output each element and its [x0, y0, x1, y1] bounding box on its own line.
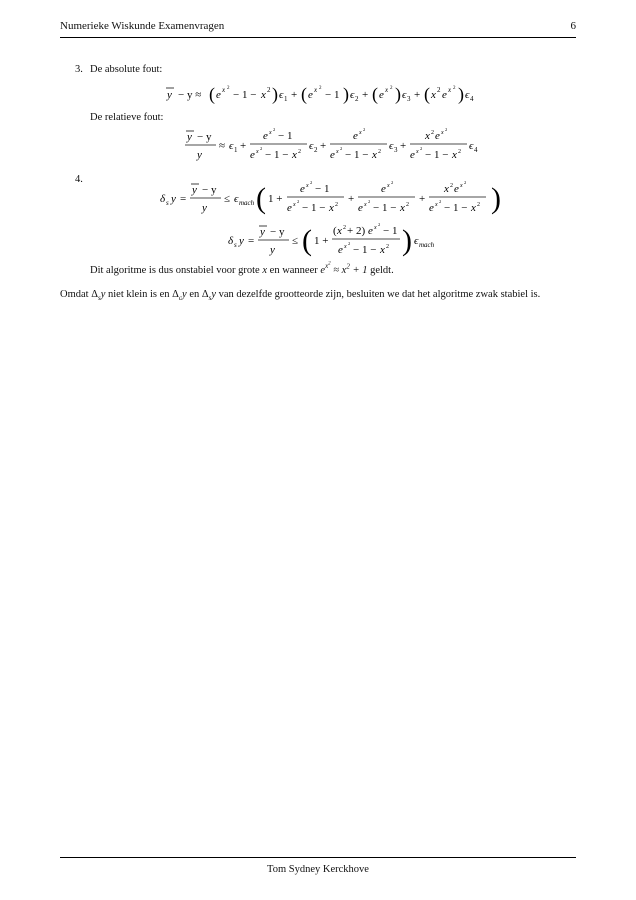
svg-text:x: x	[400, 202, 405, 214]
svg-text:2: 2	[386, 244, 389, 250]
svg-text:2: 2	[297, 199, 300, 204]
conclusion-prefix: Dit algoritme is dus onstabiel voor grote	[90, 264, 260, 276]
svg-text:(: (	[333, 225, 337, 237]
svg-text:y: y	[187, 131, 192, 143]
svg-text:e: e	[330, 149, 335, 161]
svg-text:− y: − y	[202, 184, 217, 196]
svg-text:+ 2): + 2)	[347, 225, 366, 237]
svg-text:x: x	[337, 225, 342, 237]
svg-text:ϵ: ϵ	[414, 235, 419, 247]
svg-text:x: x	[441, 130, 444, 136]
svg-text:y: y	[270, 244, 275, 256]
svg-text:− 1: − 1	[278, 130, 293, 142]
svg-text:mach: mach	[419, 241, 435, 249]
conclusion-suffix: geldt.	[370, 264, 394, 276]
svg-text:e: e	[379, 89, 384, 101]
svg-text:ϵ: ϵ	[350, 89, 355, 101]
svg-text:2: 2	[450, 183, 453, 189]
svg-text:x: x	[293, 202, 296, 208]
svg-text:2: 2	[378, 149, 381, 155]
closing-line1-rest: niet klein is en Δ	[108, 289, 179, 300]
svg-text:e: e	[358, 202, 363, 214]
svg-text:y: y	[192, 184, 197, 196]
page-footer	[60, 857, 576, 875]
svg-text:x: x	[374, 225, 377, 231]
svg-text:3: 3	[394, 146, 398, 154]
svg-text:+: +	[291, 89, 298, 101]
absolute-error-formula	[165, 80, 495, 108]
svg-text:e: e	[368, 225, 373, 237]
svg-text:+: +	[400, 140, 407, 152]
condition-formula: $e^{x^2} \approx x^2 + 1$	[320, 262, 368, 276]
svg-text:− 1 −: − 1 −	[345, 149, 369, 161]
instability-conclusion	[90, 262, 394, 276]
svg-text:ϵ: ϵ	[465, 89, 470, 101]
svg-text:− y: − y	[197, 131, 212, 143]
svg-text:=: =	[248, 235, 255, 247]
svg-text:2: 2	[378, 222, 381, 227]
closing-line1-rest2: en Δ	[189, 289, 209, 300]
svg-text:2: 2	[310, 180, 313, 185]
svg-text:ϵ: ϵ	[234, 193, 239, 205]
svg-text:− 1: − 1	[383, 225, 398, 237]
svg-text:− 1 −: − 1 −	[444, 202, 468, 214]
svg-text:x: x	[261, 89, 266, 101]
svg-text:1 +: 1 +	[268, 193, 283, 205]
svg-text:x: x	[431, 89, 436, 101]
svg-text:): )	[343, 84, 349, 104]
svg-text:y: y	[202, 202, 207, 214]
svg-text:+: +	[348, 193, 355, 205]
svg-text:y: y	[260, 226, 265, 238]
svg-text:2: 2	[260, 146, 263, 151]
svg-text:x: x	[416, 149, 419, 155]
svg-text:): )	[402, 224, 412, 257]
svg-text:ϵ: ϵ	[279, 89, 284, 101]
svg-text:x: x	[344, 244, 347, 250]
svg-text:x: x	[460, 183, 463, 189]
page-number: 6	[570, 20, 576, 32]
svg-text:2: 2	[314, 146, 318, 154]
svg-text:e: e	[263, 130, 268, 142]
svg-text:e: e	[250, 149, 255, 161]
svg-text:x: x	[387, 183, 390, 189]
svg-text:y: y	[197, 149, 202, 161]
svg-text:(: (	[256, 182, 266, 215]
svg-text:e: e	[429, 202, 434, 214]
svg-text:x: x	[256, 149, 259, 155]
svg-text:ϵ: ϵ	[229, 140, 234, 152]
svg-text:2: 2	[267, 86, 271, 94]
svg-text:− y: − y	[270, 226, 285, 238]
svg-text:+: +	[362, 89, 369, 101]
svg-text:x: x	[269, 130, 272, 136]
svg-text:δ: δ	[228, 235, 234, 247]
svg-text:2: 2	[355, 95, 359, 103]
svg-text:): )	[491, 182, 501, 215]
svg-text:− 1: − 1	[325, 89, 340, 101]
svg-text:2: 2	[453, 86, 456, 91]
svg-text:2: 2	[298, 149, 301, 155]
svg-text:δ: δ	[160, 193, 166, 205]
svg-text:x: x	[314, 86, 318, 94]
svg-text:2: 2	[340, 146, 343, 151]
svg-text:s: s	[166, 199, 169, 207]
svg-text:− 1 −: − 1 −	[373, 202, 397, 214]
svg-text:e: e	[287, 202, 292, 214]
svg-text:ϵ: ϵ	[402, 89, 407, 101]
svg-text:(: (	[302, 224, 312, 257]
svg-text:+: +	[414, 89, 421, 101]
svg-text:2: 2	[464, 180, 467, 185]
svg-text:mach: mach	[239, 199, 255, 207]
svg-text:− 1 −: − 1 −	[425, 149, 449, 161]
relative-error-formula	[185, 128, 485, 164]
svg-text:2: 2	[431, 130, 434, 136]
stability-simplified-formula	[228, 222, 443, 260]
svg-text:2: 2	[227, 86, 230, 91]
variable-x: x	[262, 264, 268, 276]
closing-line2: stabiel is.	[500, 289, 541, 300]
svg-text:≈: ≈	[219, 140, 226, 152]
absolute-error-label: De absolute fout:	[90, 64, 163, 75]
svg-text:1: 1	[284, 95, 288, 103]
closing-line1: Omdat Δ	[60, 289, 98, 300]
svg-text:(: (	[209, 84, 215, 104]
item-3-number: 3.	[75, 64, 83, 75]
svg-text:x: x	[425, 130, 430, 142]
svg-text:ϵ: ϵ	[389, 140, 394, 152]
svg-text:2: 2	[273, 128, 276, 132]
svg-text:(: (	[372, 84, 378, 104]
svg-text:e: e	[353, 130, 358, 142]
svg-text:− y ≈: − y ≈	[178, 89, 202, 101]
svg-text:x: x	[448, 86, 452, 94]
relative-error-equation	[185, 128, 485, 167]
svg-text:x: x	[444, 183, 449, 195]
svg-text:2: 2	[363, 128, 366, 132]
svg-text:e: e	[442, 89, 447, 101]
svg-text:x: x	[336, 149, 339, 155]
svg-text:): )	[272, 84, 278, 104]
svg-text:2: 2	[391, 180, 394, 185]
absolute-error-equation	[165, 80, 495, 111]
svg-text:2: 2	[458, 149, 461, 155]
svg-text:e: e	[410, 149, 415, 161]
page-header	[60, 20, 576, 38]
svg-text:2: 2	[348, 241, 351, 246]
relative-error-label: De relatieve fout:	[90, 112, 164, 123]
svg-text:2: 2	[390, 86, 393, 91]
svg-text:− 1 −: − 1 −	[265, 149, 289, 161]
svg-text:x: x	[292, 149, 297, 161]
header-title: Numerieke Wiskunde Examenvragen	[60, 20, 225, 32]
svg-text:− 1 −: − 1 −	[302, 202, 326, 214]
svg-text:x: x	[306, 183, 309, 189]
svg-text:x: x	[471, 202, 476, 214]
svg-text:2: 2	[319, 86, 322, 91]
svg-text:x: x	[359, 130, 362, 136]
svg-text:x: x	[222, 86, 226, 94]
svg-text:1: 1	[234, 146, 238, 154]
svg-text:2: 2	[445, 128, 448, 132]
svg-text:ϵ: ϵ	[469, 140, 474, 152]
svg-text:(: (	[301, 84, 307, 104]
svg-text:≤: ≤	[224, 193, 231, 205]
svg-text:y: y	[171, 193, 176, 205]
svg-text:e: e	[338, 244, 343, 256]
svg-text:+: +	[320, 140, 327, 152]
svg-text:(: (	[424, 84, 430, 104]
closing-paragraph: Omdat $\Delta_sy$ niet klein is en $\Delta_cy$ en $\Delta_sy$ van dezelfde grootteorde zijn, besluiten we dat het algoritme zwak stabiel is.	[60, 289, 541, 303]
svg-text:1 +: 1 +	[314, 235, 329, 247]
svg-text:2: 2	[437, 86, 441, 94]
footer-author: Tom Sydney Kerckhove	[267, 864, 369, 875]
stability-bound-formula	[160, 180, 505, 220]
stability-bound-equation	[160, 180, 505, 223]
svg-text:x: x	[452, 149, 457, 161]
svg-text:x: x	[385, 86, 389, 94]
svg-text:4: 4	[470, 95, 474, 103]
svg-text:x: x	[364, 202, 367, 208]
svg-text:e: e	[454, 183, 459, 195]
svg-text:x: x	[329, 202, 334, 214]
svg-text:y: y	[167, 89, 172, 101]
svg-text:2: 2	[406, 202, 409, 208]
svg-text:+: +	[419, 193, 426, 205]
svg-text:− 1 −: − 1 −	[353, 244, 377, 256]
svg-text:x: x	[380, 244, 385, 256]
stability-simplified-equation	[228, 222, 443, 263]
svg-text:e: e	[308, 89, 313, 101]
svg-text:2: 2	[420, 146, 423, 151]
svg-text:s: s	[234, 241, 237, 249]
svg-text:+: +	[240, 140, 247, 152]
conclusion-mid: en wanneer	[269, 264, 318, 276]
svg-text:2: 2	[335, 202, 338, 208]
svg-text:y: y	[239, 235, 244, 247]
svg-text:): )	[395, 84, 401, 104]
item-4-number: 4.	[75, 174, 83, 185]
svg-text:4: 4	[474, 146, 478, 154]
svg-text:≤: ≤	[292, 235, 299, 247]
svg-text:e: e	[216, 89, 221, 101]
svg-text:− 1: − 1	[315, 183, 330, 195]
svg-text:2: 2	[343, 225, 346, 231]
svg-text:x: x	[435, 202, 438, 208]
svg-text:2: 2	[477, 202, 480, 208]
svg-text:2: 2	[439, 199, 442, 204]
svg-text:x: x	[372, 149, 377, 161]
svg-text:e: e	[300, 183, 305, 195]
svg-text:e: e	[435, 130, 440, 142]
closing-line1-rest3: van dezelfde grootteorde zijn, besluiten we dat het algoritme zwak	[218, 289, 498, 300]
svg-text:e: e	[381, 183, 386, 195]
svg-text:ϵ: ϵ	[309, 140, 314, 152]
svg-text:): )	[458, 84, 464, 104]
svg-text:2: 2	[368, 199, 371, 204]
svg-text:3: 3	[407, 95, 411, 103]
svg-text:− 1 −: − 1 −	[233, 89, 257, 101]
svg-text:=: =	[180, 193, 187, 205]
